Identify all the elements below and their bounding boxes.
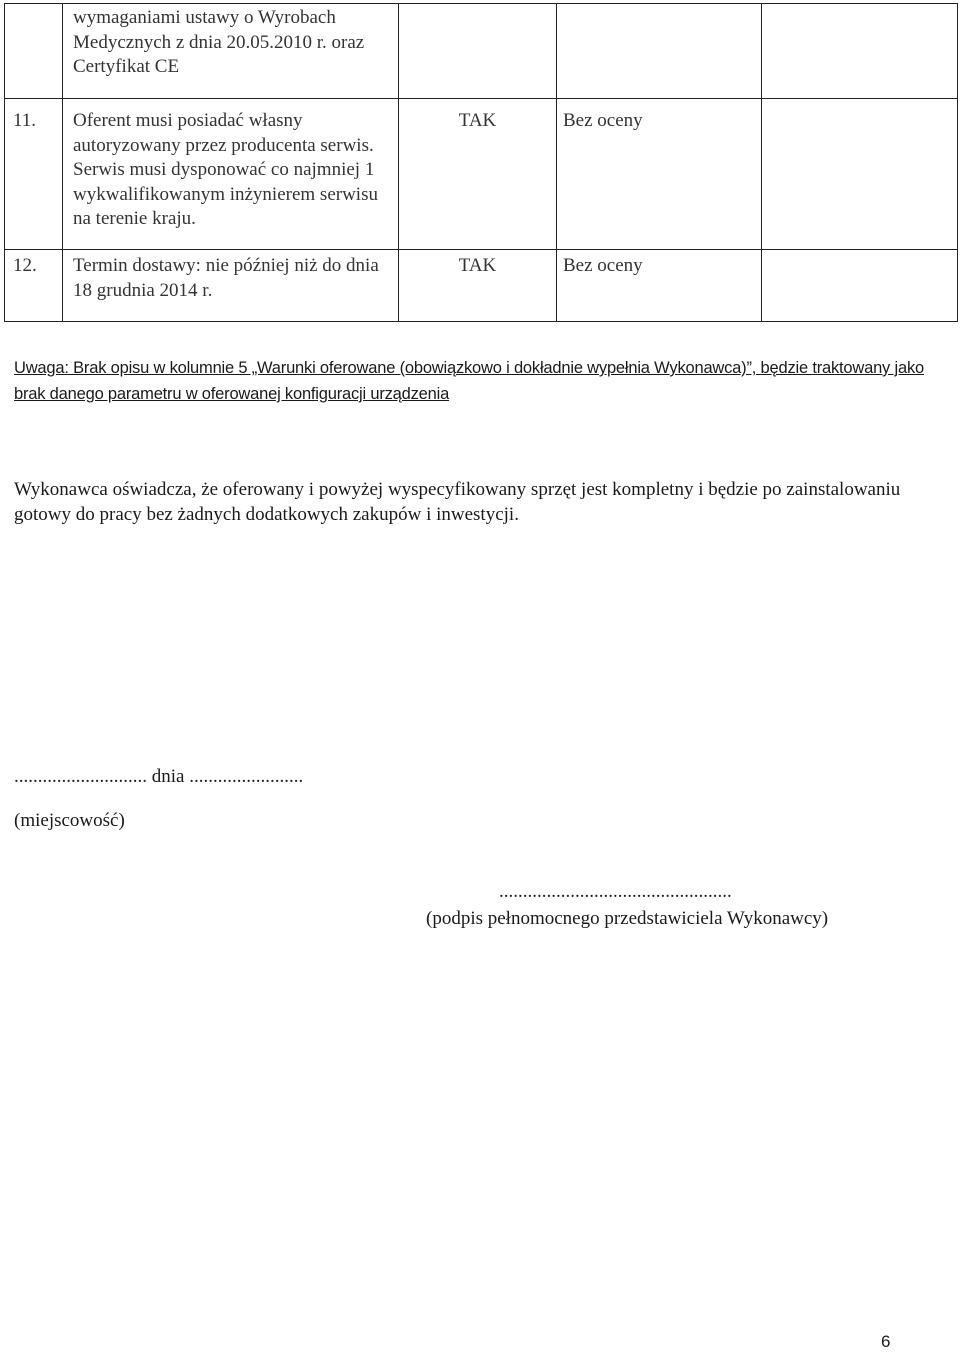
row-offered-cell[interactable] bbox=[762, 99, 958, 250]
specification-table bbox=[4, 3, 958, 322]
row-description-cell: wymaganiami ustawy o Wyrobach Medycznych z dnia 20.05.2010 r. oraz Certyfikat CE bbox=[63, 4, 399, 99]
row-required-cell: TAK bbox=[399, 99, 557, 250]
row-number-cell: 12. bbox=[5, 250, 63, 322]
row-number-cell bbox=[5, 4, 63, 99]
place-label: (miejscowość) bbox=[14, 810, 125, 831]
row-description-cell: Oferent musi posiadać własny autoryzowany przez producenta serwis. Serwis musi dysponować co najmniej 1 wykwalifikowanym inżynierem serwisu na terenie kraju. bbox=[63, 99, 399, 250]
row-offered-cell[interactable] bbox=[762, 250, 958, 322]
contractor-statement: Wykonawca oświadcza, że oferowany i powyżej wyspecyfikowany sprzęt jest kompletny i będzie po zainstalowaniu gotowy do pracy bez żadnych dodatkowych zakupów i inwestycji. bbox=[14, 479, 901, 525]
warning-note: Uwaga: Brak opisu w kolumnie 5 „Warunki oferowane (obowiązkowo i dokładnie wypełnia Wykonawca)”, będzie traktowany jako brak danego parametru w oferowanej konfiguracji urządzenia bbox=[14, 359, 924, 403]
place-date-line: ............................ dnia ........................ bbox=[14, 766, 304, 787]
row-offered-cell[interactable] bbox=[762, 4, 958, 99]
signature-label: (podpis pełnomocnego przedstawiciela Wykonawcy) bbox=[426, 908, 829, 929]
page-number: 6 bbox=[881, 1332, 891, 1351]
table-row bbox=[5, 99, 958, 250]
row-required-cell bbox=[399, 4, 557, 99]
row-description-cell: Termin dostawy: nie później niż do dnia 18 grudnia 2014 r. bbox=[63, 250, 399, 322]
row-evaluation-cell: Bez oceny bbox=[557, 99, 762, 250]
row-evaluation-cell bbox=[557, 4, 762, 99]
signature-line: ................................................. bbox=[499, 881, 732, 902]
table-row bbox=[5, 4, 958, 99]
table-row bbox=[5, 250, 958, 322]
row-number-cell: 11. bbox=[5, 99, 63, 250]
row-required-cell: TAK bbox=[399, 250, 557, 322]
row-evaluation-cell: Bez oceny bbox=[557, 250, 762, 322]
